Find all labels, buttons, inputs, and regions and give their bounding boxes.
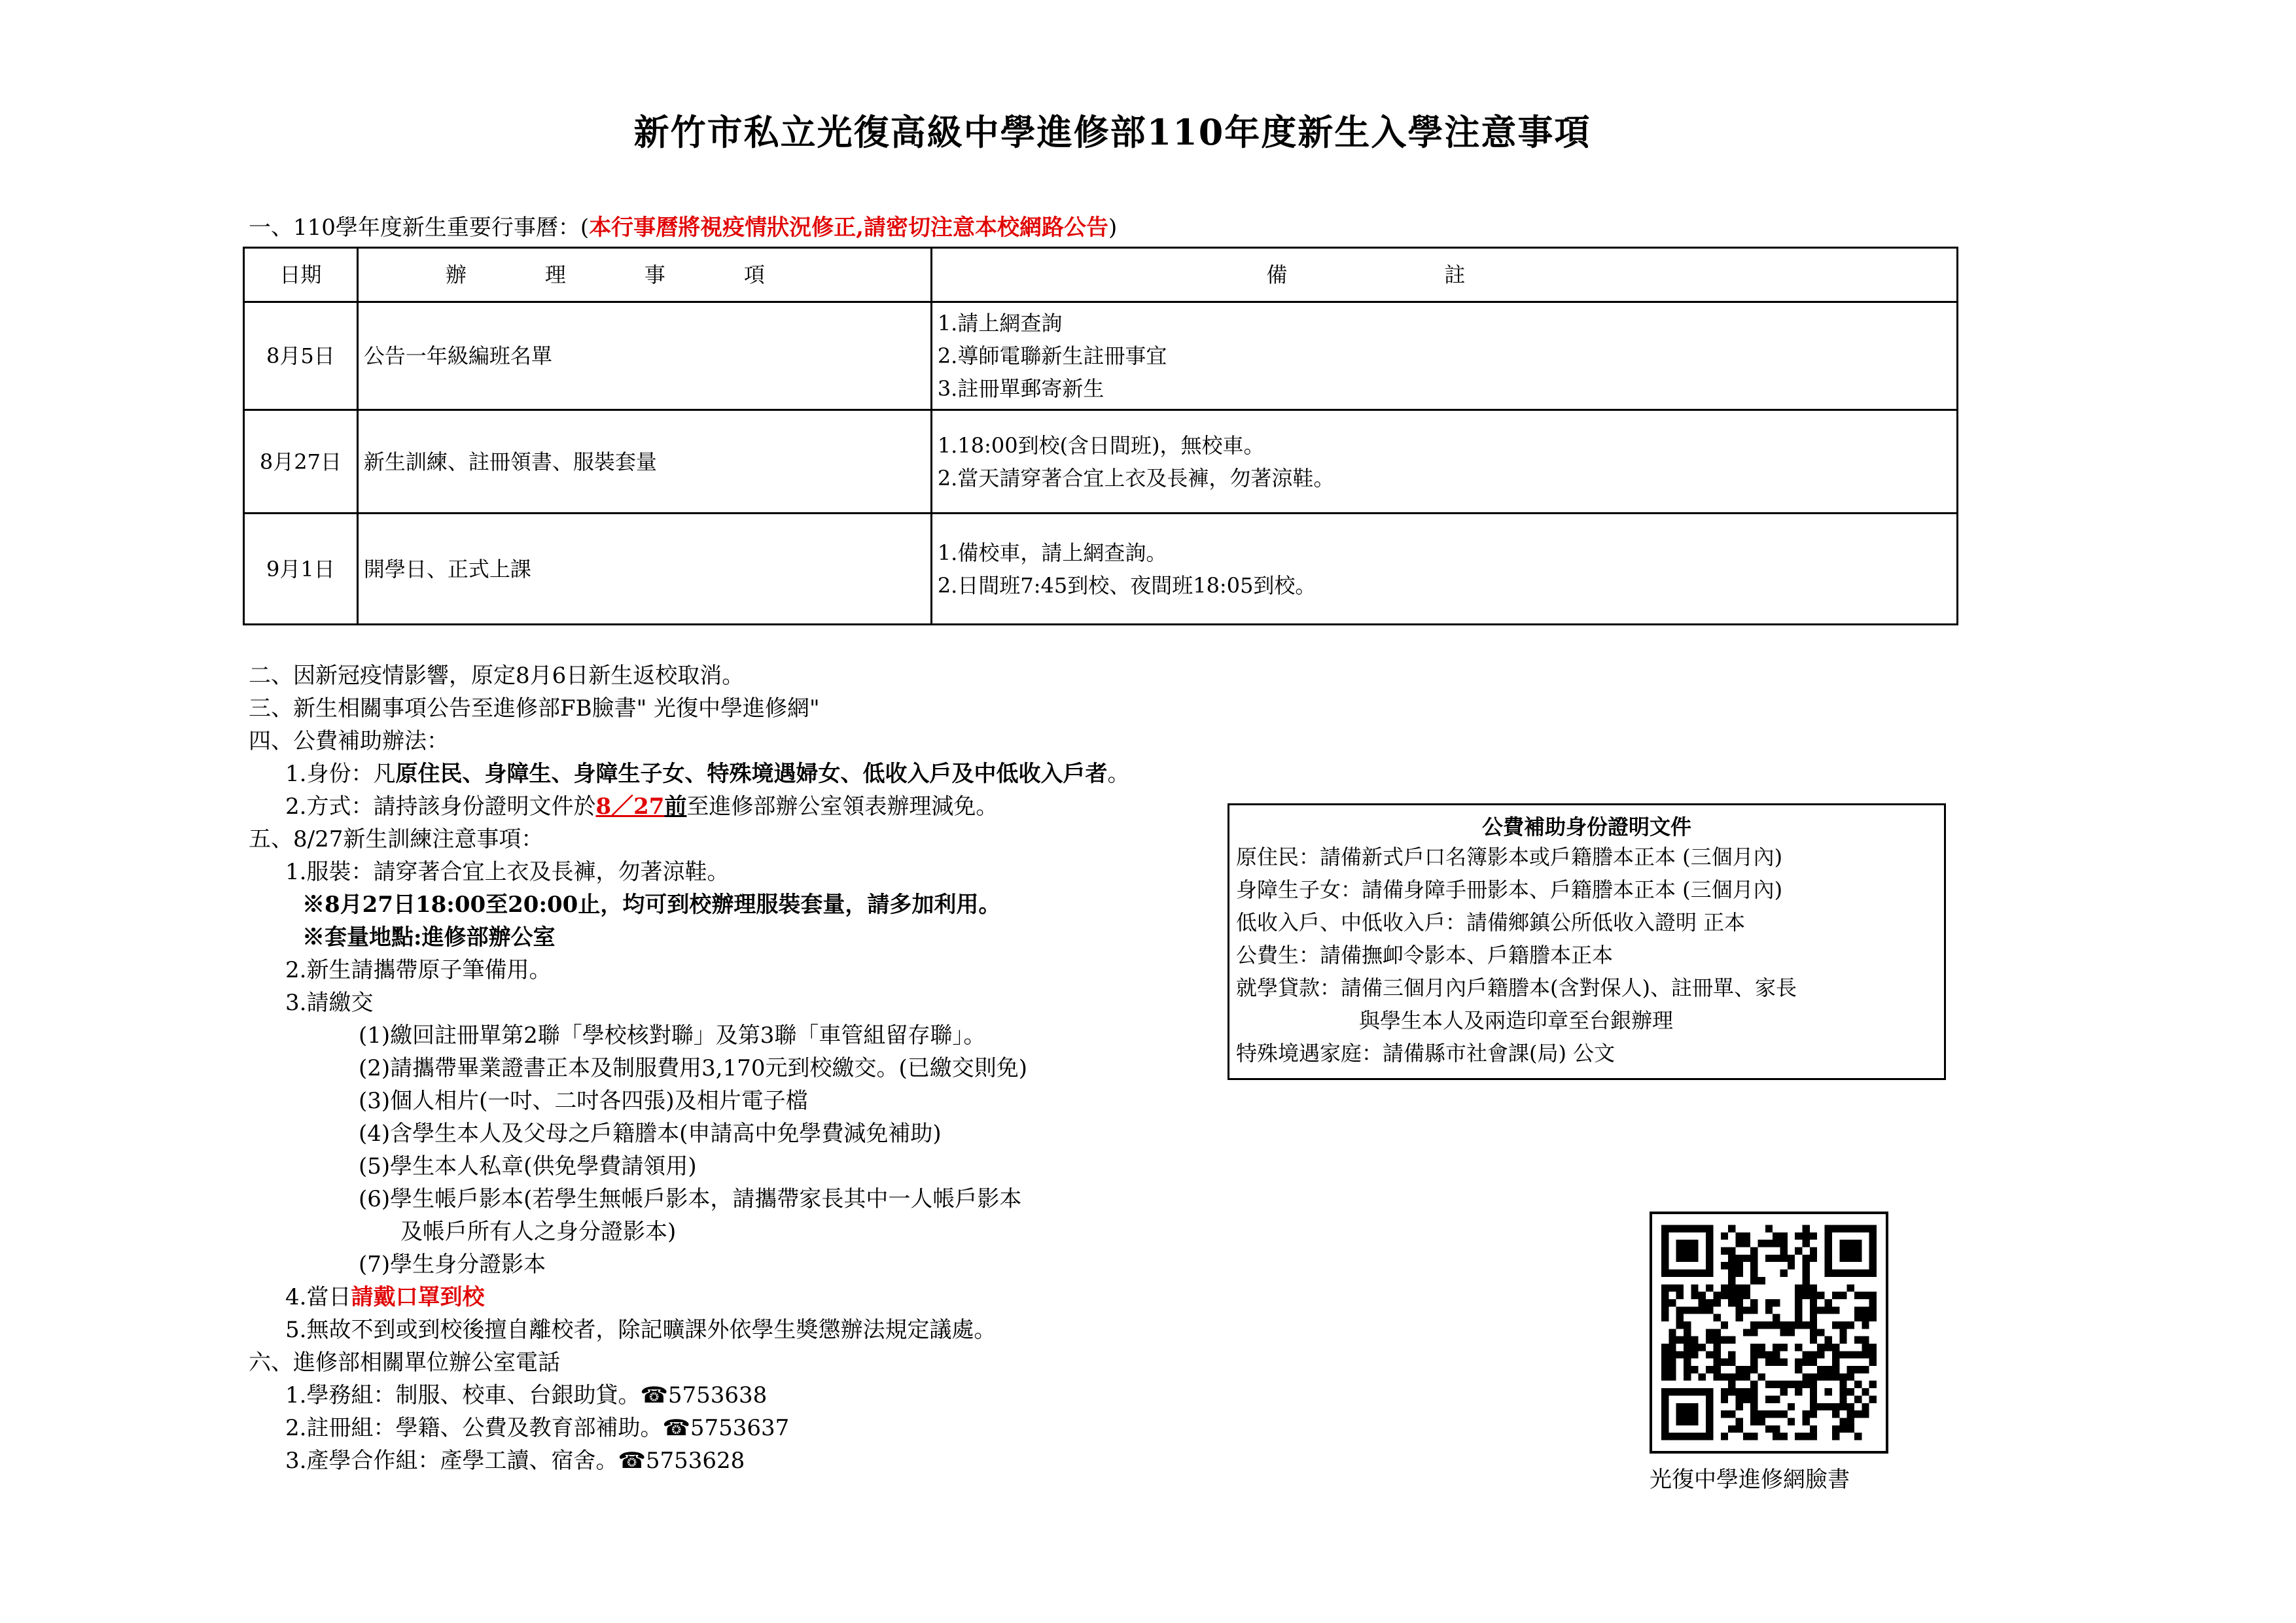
section5-item1: 1.服裝：請穿著合宜上衣及長褲，勿著涼鞋。	[285, 859, 730, 885]
section5-sub4: (4)含學生本人及父母之戶籍謄本(申請高中免學費減免補助)	[359, 1121, 942, 1147]
section2: 二、因新冠疫情影響，原定8月6日新生返校取消。	[249, 663, 745, 689]
section6-heading: 六、進修部相關單位辦公室電話	[249, 1350, 560, 1376]
note-line: 1.備校車，請上網查詢。	[937, 540, 1167, 565]
section3: 三、新生相關事項公告至進修部FB臉書" 光復中學進修網"	[249, 695, 820, 722]
section5-sub6-cont: 及帳戶所有人之身分證影本)	[400, 1219, 677, 1245]
row-notes	[931, 302, 1957, 410]
section5-sub5: (5)學生本人私章(供免學費請領用)	[359, 1153, 697, 1179]
section5-item5: 5.無故不到或到校後擅自離校者，除記曠課外依學生獎懲辦法規定議處。	[285, 1317, 997, 1343]
row-item: 開學日、正式上課	[357, 514, 931, 625]
section6-item2	[285, 1415, 789, 1441]
section5-item4	[285, 1284, 484, 1310]
section5-item1-note2: ※套量地點:進修部辦公室	[302, 924, 556, 951]
subsidy-documents-box	[1227, 803, 1946, 1080]
section4-item2-date: 8／27	[595, 794, 665, 820]
subsidy-box-line: 公費生：請備撫卹令影本、戶籍謄本正本	[1236, 943, 1614, 968]
row-item: 公告一年級編班名單	[357, 302, 931, 410]
subsidy-box-line: 身障生子女：請備身障手冊影本、戶籍謄本正本 (三個月內)	[1236, 877, 1783, 902]
schedule-table	[243, 247, 1958, 625]
note-line: 2.日間班7:45到校、夜間班18:05到校。	[937, 572, 1316, 598]
section5-sub7: (7)學生身分證影本	[359, 1251, 546, 1278]
note-line: 1.請上網查詢	[937, 311, 1063, 336]
row-date: 8月5日	[244, 302, 358, 410]
section4-item1-groups: 原住民、身障生、身障生子女、特殊境遇婦女、低收入戶及中低收入戶者	[395, 761, 1108, 787]
section5-item4-mask-notice: 請戴口罩到校	[351, 1284, 485, 1310]
note-line: 2.導師電聯新生註冊事宜	[937, 343, 1167, 368]
section1-heading-notice: 本行事曆將視疫情狀況修正,請密切注意本校網路公告	[589, 215, 1109, 241]
section4-item1-suffix: 。	[1107, 761, 1130, 787]
subsidy-box-line: 原住民：請備新式戶口名簿影本或戶籍謄本正本 (三個月內)	[1236, 845, 1783, 869]
header-notes-label: 備註	[1266, 262, 1623, 287]
section6-item3-label: 3.產學合作組：產學工讀、宿舍。	[285, 1448, 618, 1474]
header-item	[357, 248, 931, 302]
section5-sub6: (6)學生帳戶影本(若學生無帳戶影本，請攜帶家長其中一人帳戶影本	[359, 1186, 1022, 1212]
page-title: 新竹市私立光復高級中學進修部110年度新生入學注意事項	[633, 111, 1591, 153]
section4-item2-prefix: 2.方式：請持該身份證明文件於	[285, 794, 596, 820]
table-row	[244, 302, 1958, 410]
phone-icon: ☎	[662, 1415, 690, 1441]
section5-heading: 五、8/27新生訓練注意事項：	[249, 826, 544, 852]
subsidy-box-line: 低收入戶、中低收入戶：請備鄉鎮公所低收入證明 正本	[1236, 910, 1746, 935]
qr-code-icon	[1661, 1223, 1877, 1442]
note-line: 2.當天請穿著合宜上衣及長褲，勿著涼鞋。	[937, 465, 1335, 491]
section5-sub1: (1)繳回註冊單第2聯「學校核對聯」及第3聯「車管組留存聯」。	[359, 1022, 986, 1049]
row-notes	[931, 410, 1957, 514]
section6-item1	[285, 1382, 767, 1408]
row-date: 9月1日	[244, 514, 358, 625]
header-item-label: 辦理事項	[445, 262, 843, 287]
table-row	[244, 410, 1958, 514]
row-notes	[931, 514, 1957, 625]
section4-item1-prefix: 1.身份：凡	[285, 761, 396, 787]
header-date: 日期	[244, 248, 358, 302]
qr-caption: 光復中學進修網臉書	[1650, 1467, 1850, 1493]
subsidy-box-line: 就學貸款：請備三個月內戶籍謄本(含對保人)、註冊單、家長	[1236, 975, 1797, 1000]
subsidy-box-line: 與學生本人及兩造印章至台銀辦理	[1359, 1008, 1674, 1033]
section6-item2-tel: 5753637	[690, 1415, 790, 1441]
section4-item1	[285, 761, 1129, 787]
note-line: 3.註冊單郵寄新生	[937, 376, 1104, 401]
row-item: 新生訓練、註冊領書、服裝套量	[357, 410, 931, 514]
section4-item2-before: 前	[664, 794, 687, 820]
section5-item1-note1: ※8月27日18:00至20:00止，均可到校辦理服裝套量，請多加利用。	[302, 892, 1001, 918]
section5-sub3: (3)個人相片(一吋、二吋各四張)及相片電子檔	[359, 1088, 808, 1114]
section1-heading-prefix: 一、110學年度新生重要行事曆：(	[249, 215, 590, 241]
section6-item3	[285, 1448, 745, 1474]
section4-item2-suffix: 至進修部辦公室領表辦理減免。	[686, 794, 998, 820]
section6-item2-label: 2.註冊組：學籍、公費及教育部補助。	[285, 1415, 663, 1441]
qr-code[interactable]	[1650, 1212, 1888, 1454]
note-line: 1.18:00到校(含日間班)，無校車。	[937, 432, 1265, 458]
phone-icon: ☎	[640, 1382, 668, 1408]
header-notes	[931, 248, 1957, 302]
section5-item2: 2.新生請攜帶原子筆備用。	[285, 957, 552, 983]
section6-item1-tel: 5753638	[667, 1382, 768, 1408]
section5-sub2: (2)請攜帶畢業證書正本及制服費用3,170元到校繳交。(已繳交則免)	[359, 1055, 1028, 1081]
section6-item3-tel: 5753628	[645, 1448, 745, 1474]
section5-item3: 3.請繳交	[285, 990, 374, 1016]
phone-icon: ☎	[618, 1448, 646, 1474]
section6-item1-label: 1.學務組：制服、校車、台銀助貸。	[285, 1382, 641, 1408]
table-row	[244, 514, 1958, 625]
section1-heading-suffix: )	[1108, 215, 1118, 241]
section5-item4-prefix: 4.當日	[285, 1284, 351, 1310]
table-header-row	[244, 248, 1958, 302]
subsidy-box-title: 公費補助身份證明文件	[1481, 814, 1691, 839]
section4-heading: 四、公費補助辦法：	[249, 728, 449, 754]
row-date: 8月27日	[244, 410, 358, 514]
section1-heading	[249, 215, 1117, 241]
section4-item2	[285, 794, 998, 820]
subsidy-box-line: 特殊境遇家庭：請備縣市社會課(局) 公文	[1236, 1041, 1616, 1066]
